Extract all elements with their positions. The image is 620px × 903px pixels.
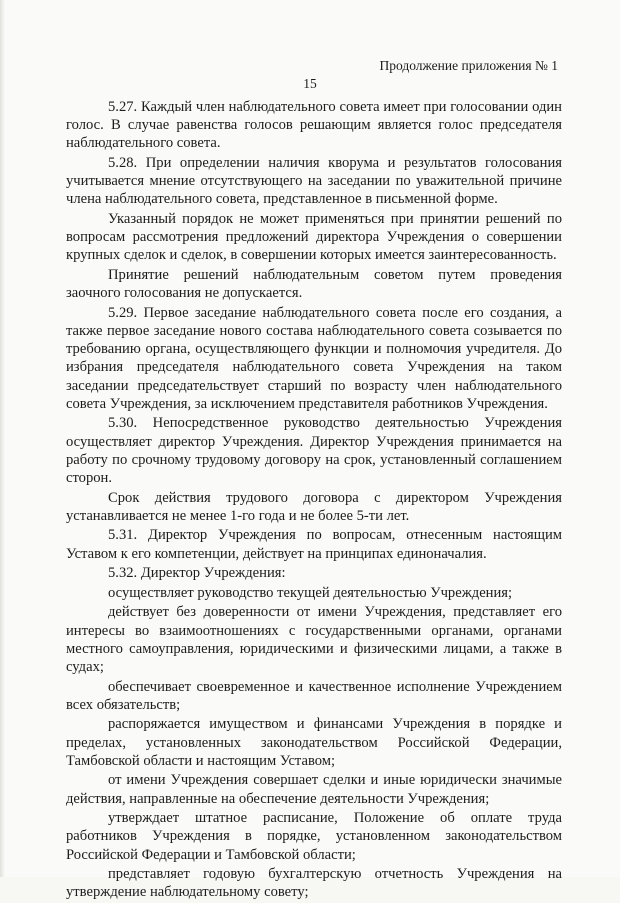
list-item: обеспечивает своевременное и качественное исполнение Учреждением всех обязательств;	[66, 678, 562, 713]
page-number: 15	[303, 76, 317, 91]
list-item: действует без доверенности от имени Учреждения, представляет его интересы во взаимоотношениях с государственными органами, органами местного самоуправления, юридическими и физическими лицами, а также в судах;	[66, 604, 562, 675]
paragraph-5-27: 5.27. Каждый член наблюдательного совета имеет при голосовании один голос. В случае равенства голосов решающим является голос председателя наблюдательного совета.	[66, 99, 562, 152]
list-item: осуществляет руководство текущей деятельностью Учреждения;	[108, 584, 513, 601]
paragraph: Принятие решений наблюдательным советом путем проведения заочного голосования не допускается.	[66, 267, 562, 302]
document-body	[66, 98, 562, 903]
list-item: распоряжается имуществом и финансами Учреждения в порядке и пределах, установленных законодательством Российской Федерации, Тамбовской области и настоящим Уставом;	[66, 716, 562, 769]
paragraph-5-31: 5.31. Директор Учреждения по вопросам, отнесенным настоящим Уставом к его компетенции, действует на принципах единоначалия.	[66, 527, 562, 562]
paragraph: Указанный порядок не может применяться при принятии решений по вопросам рассмотрения предложений директора Учреждения о совершении крупных сделок и сделок, в совершении которых имеется заинтересованность.	[66, 211, 562, 264]
appendix-header: Продолжение приложения № 1	[379, 58, 558, 73]
paragraph-5-30: 5.30. Непосредственное руководство деятельностью Учреждения осуществляет директор Учреждения. Директор Учреждения принимается на работу по срочному трудовому договору на срок, установленный соглашением сторон.	[66, 415, 562, 487]
list-item: утверждает штатное расписание, Положение об оплате труда работников Учреждения в порядке, установленном законодательством Российской Федерации и Тамбовской области;	[66, 810, 562, 863]
list-item: от имени Учреждения совершает сделки и иные юридически значимые действия, направленные на обеспечение деятельности Учреждения;	[66, 772, 562, 807]
paragraph: Срок действия трудового договора с директором Учреждения устанавливается не менее 1-го года и не более 5-ти лет.	[66, 489, 562, 524]
paragraph-5-28: 5.28. При определении наличия кворума и результатов голосования учитывается мнение отсутствующего на заседании по уважительной причине члена наблюдательного совета, представленное в письменной форме.	[66, 155, 562, 208]
paragraph-5-29: 5.29. Первое заседание наблюдательного совета после его создания, а также первое заседание нового состава наблюдательного совета созывается по требованию органа, осуществляющего функции и полномочия учредителя. До избрания председателя наблюдательного совета Учреждения на таком заседании председательствует старший по возрасту член наблюдательного совета Учреждения, за исключением представителя работников Учреждения.	[66, 304, 562, 412]
paragraph-5-32: 5.32. Директор Учреждения:	[108, 565, 286, 582]
list-item: представляет годовую бухгалтерскую отчетность Учреждения на утверждение наблюдательному совету;	[66, 866, 562, 901]
scan-edge-shadow	[0, 0, 5, 877]
